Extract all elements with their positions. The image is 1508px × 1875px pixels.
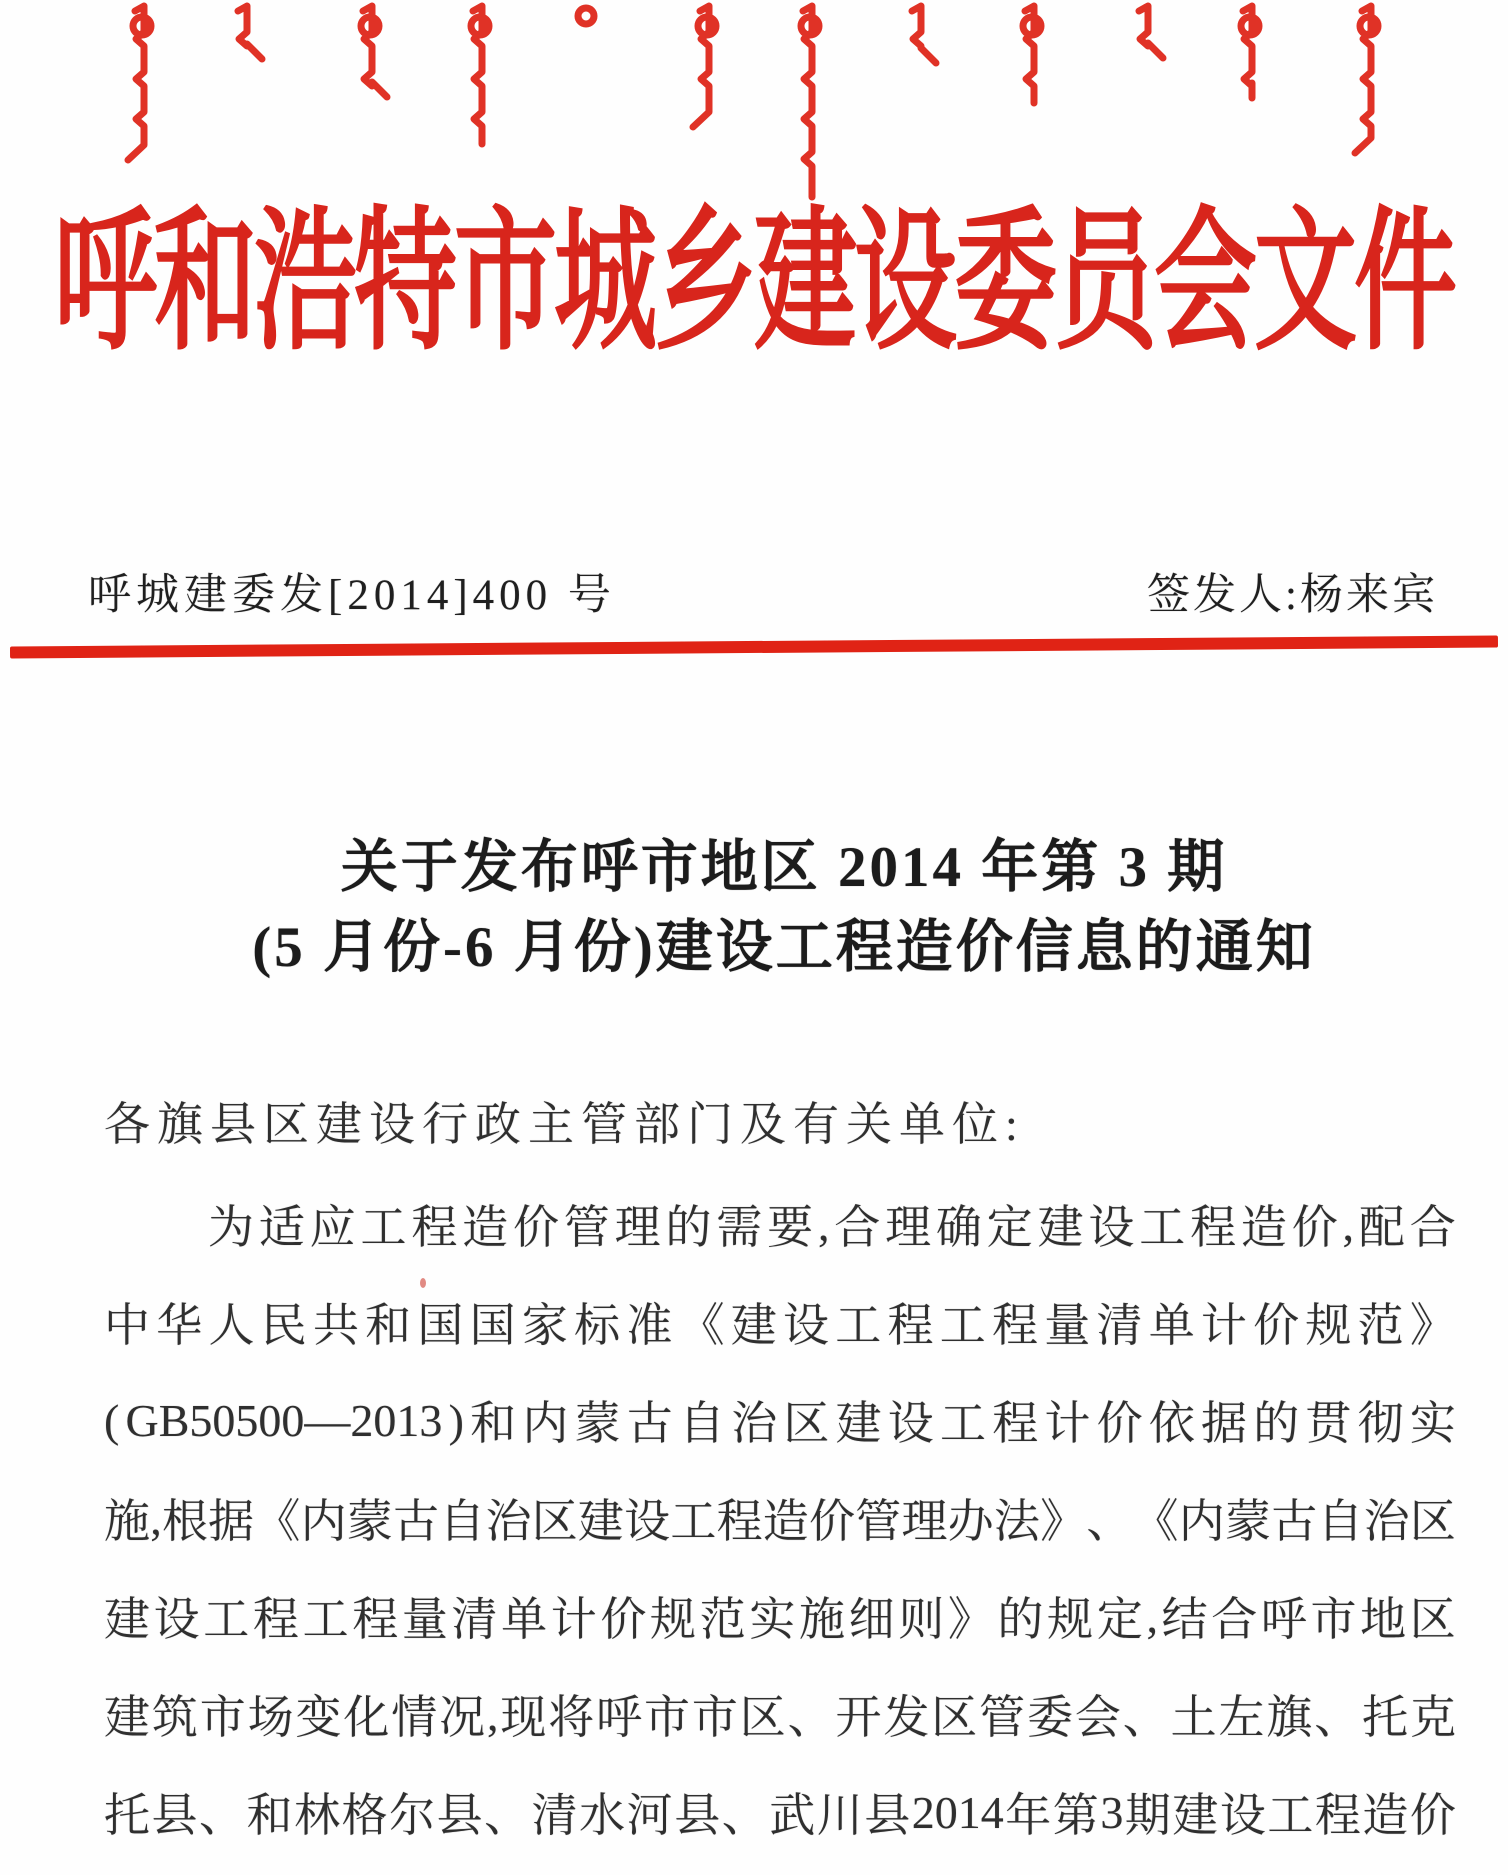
- body-line: 中 华 人 民 共 和 国 国 家 标 准 《 建 设 工 程 工 程 量 清 单 计 价 规 范 》: [104, 1300, 1456, 1351]
- signer-name: 签发人:杨来宾: [1147, 571, 1438, 619]
- body-line: 建 设 工 程 工 程 量 清 单 计 价 规 范 实 施 细 则 》 的 规 定 , 结 合 呼 市 地 区: [104, 1590, 1456, 1645]
- document-number: 呼城建委发[2014]400 号: [88, 571, 616, 619]
- salutation: 各旗县区建设行政主管部门及有关单位:: [104, 1099, 1025, 1150]
- body-line: 施 , 根 据 《 内 蒙 古 自 治 区 建 设 工 程 造 价 管 理 办 法 》 、 《 内 蒙 古 自 治 区: [104, 1492, 1456, 1547]
- scan-artifact: [420, 1278, 426, 1288]
- body-line: 托 县 、 和 林 格 尔 县 、 清 水 河 县 、 武 川 县 2014 年 第 3 期 建 设 工 程 造 价: [104, 1786, 1456, 1841]
- red-divider-line: [10, 636, 1498, 659]
- document-meta-row: [88, 556, 1438, 626]
- document-body: [104, 1075, 1456, 1861]
- issuing-authority-text: 呼和浩特市城乡建设委员会文件: [54, 198, 1454, 370]
- document-subject: [60, 828, 1508, 988]
- body-line: ( GB50500—2013 ) 和 内 蒙 古 自 治 区 建 设 工 程 计 价 依 据 的 贯 彻 实: [104, 1394, 1456, 1449]
- document-subject-line-2: (5 月份-6 月份)建设工程造价信息的通知: [252, 916, 1316, 979]
- mongolian-script-banner: [0, 0, 1508, 205]
- issuing-authority-title: [0, 198, 1508, 370]
- body-line: 建 筑 市 场 变 化 情 况 , 现 将 呼 市 市 区 、 开 发 区 管 委 会 、 土 左 旗 、 托 克: [104, 1688, 1456, 1743]
- body-line: 为 适 应 工 程 造 价 管 理 的 需 要 , 合 理 确 定 建 设 工 程 造 价 , 配 合: [208, 1198, 1456, 1253]
- document-subject-line-1: 关于发布呼市地区 2014 年第 3 期: [340, 836, 1228, 899]
